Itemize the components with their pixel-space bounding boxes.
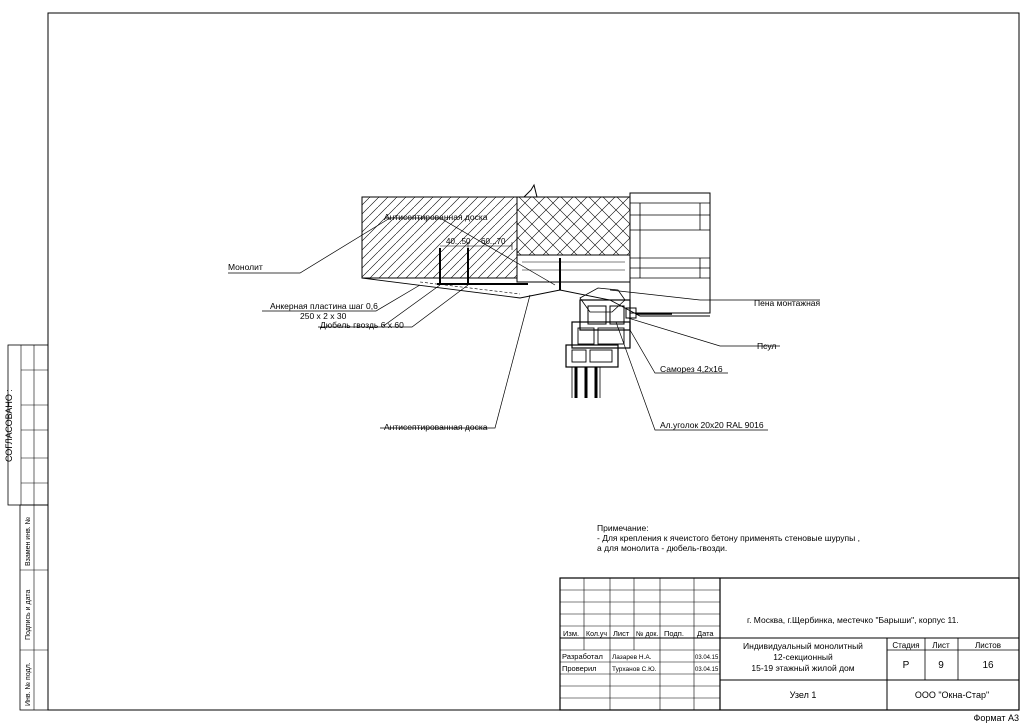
hdr-doc: № док. [636, 631, 659, 638]
label-monolit: Монолит [228, 262, 263, 272]
developed-label: Разработал [562, 652, 603, 661]
window-profile [566, 300, 672, 398]
sheet-label: Лист [932, 641, 950, 650]
slope-line [362, 278, 710, 316]
side-stamp [4, 345, 48, 710]
company-name: ООО "Окна-Стар" [914, 690, 990, 700]
label-psul: Псул [757, 341, 777, 351]
agreed-label: СОГЛАСОВАНО : [4, 389, 14, 462]
section-drawing [228, 185, 821, 432]
checked-name: Турханов С.Ю. [612, 666, 657, 673]
object-line-2: 12-секционный [773, 652, 833, 662]
hdr-kol: Кол.уч [586, 631, 607, 638]
hdr-izm: Изм. [563, 629, 580, 638]
dim-60-70: 60...70 [481, 237, 506, 246]
hdr-list: Лист [613, 629, 630, 638]
antiseptic-board-upper [517, 255, 630, 282]
hdr-sign: Подп. [664, 629, 684, 638]
sheet-value: 9 [938, 660, 944, 671]
note-line-1: - Для крепления к ячеистого бетону применять стеновые шурупы , [597, 533, 860, 543]
label-screw: Саморез 4,2х16 [660, 364, 723, 374]
developed-name: Лазарев Н.А. [612, 654, 652, 661]
sheet-frame [48, 13, 1019, 710]
sheets-value: 16 [982, 660, 994, 671]
hdr-date: Дата [697, 629, 714, 638]
checked-date: 03.04.15 [695, 667, 719, 673]
object-line-3: 15-19 этажный жилой дом [751, 663, 855, 673]
stage-value: Р [902, 660, 910, 671]
note [597, 523, 860, 553]
sign-date-label: Подпись и дата [25, 589, 32, 640]
title-block [560, 578, 1019, 710]
format-label: Формат А3 [973, 713, 1019, 723]
label-antiseptic-bottom: Антисептированная доска [384, 422, 488, 432]
replaced-inv-label: Взамен инв. № [25, 516, 32, 566]
address: г. Москва, г.Щербинка, местечко "Барыши", корпус 11. [747, 615, 959, 625]
checked-label: Проверил [562, 664, 597, 673]
label-anchor-plate-1: Анкерная пластина шаг 0,6 [270, 301, 378, 311]
note-title: Примечание: [597, 523, 649, 533]
label-foam: Пена монтажная [754, 298, 821, 308]
label-antiseptic-top: Антисептированная доска [384, 212, 488, 222]
label-anchor-plate-2: 250 х 2 х 30 [300, 311, 347, 321]
object-line-1: Индивидуальный монолитный [743, 641, 863, 651]
note-line-2: а для монолита - дюбель-гвозди. [597, 543, 728, 553]
dim-40-50: 40...50 [446, 237, 471, 246]
stage-label: Стадия [892, 641, 920, 650]
inv-no-label: Инв. № подл. [25, 662, 32, 706]
sheets-label: Листов [975, 641, 1001, 650]
node-title: Узел 1 [789, 690, 817, 700]
facade-layers [630, 193, 710, 313]
break-line [524, 185, 537, 197]
developed-date: 03.04.15 [695, 655, 719, 661]
label-dowel-nail: Дюбель гвоздь 6 х 60 [320, 320, 404, 330]
label-al-corner: Ал.уголок 20х20 RAL 9016 [660, 420, 764, 430]
